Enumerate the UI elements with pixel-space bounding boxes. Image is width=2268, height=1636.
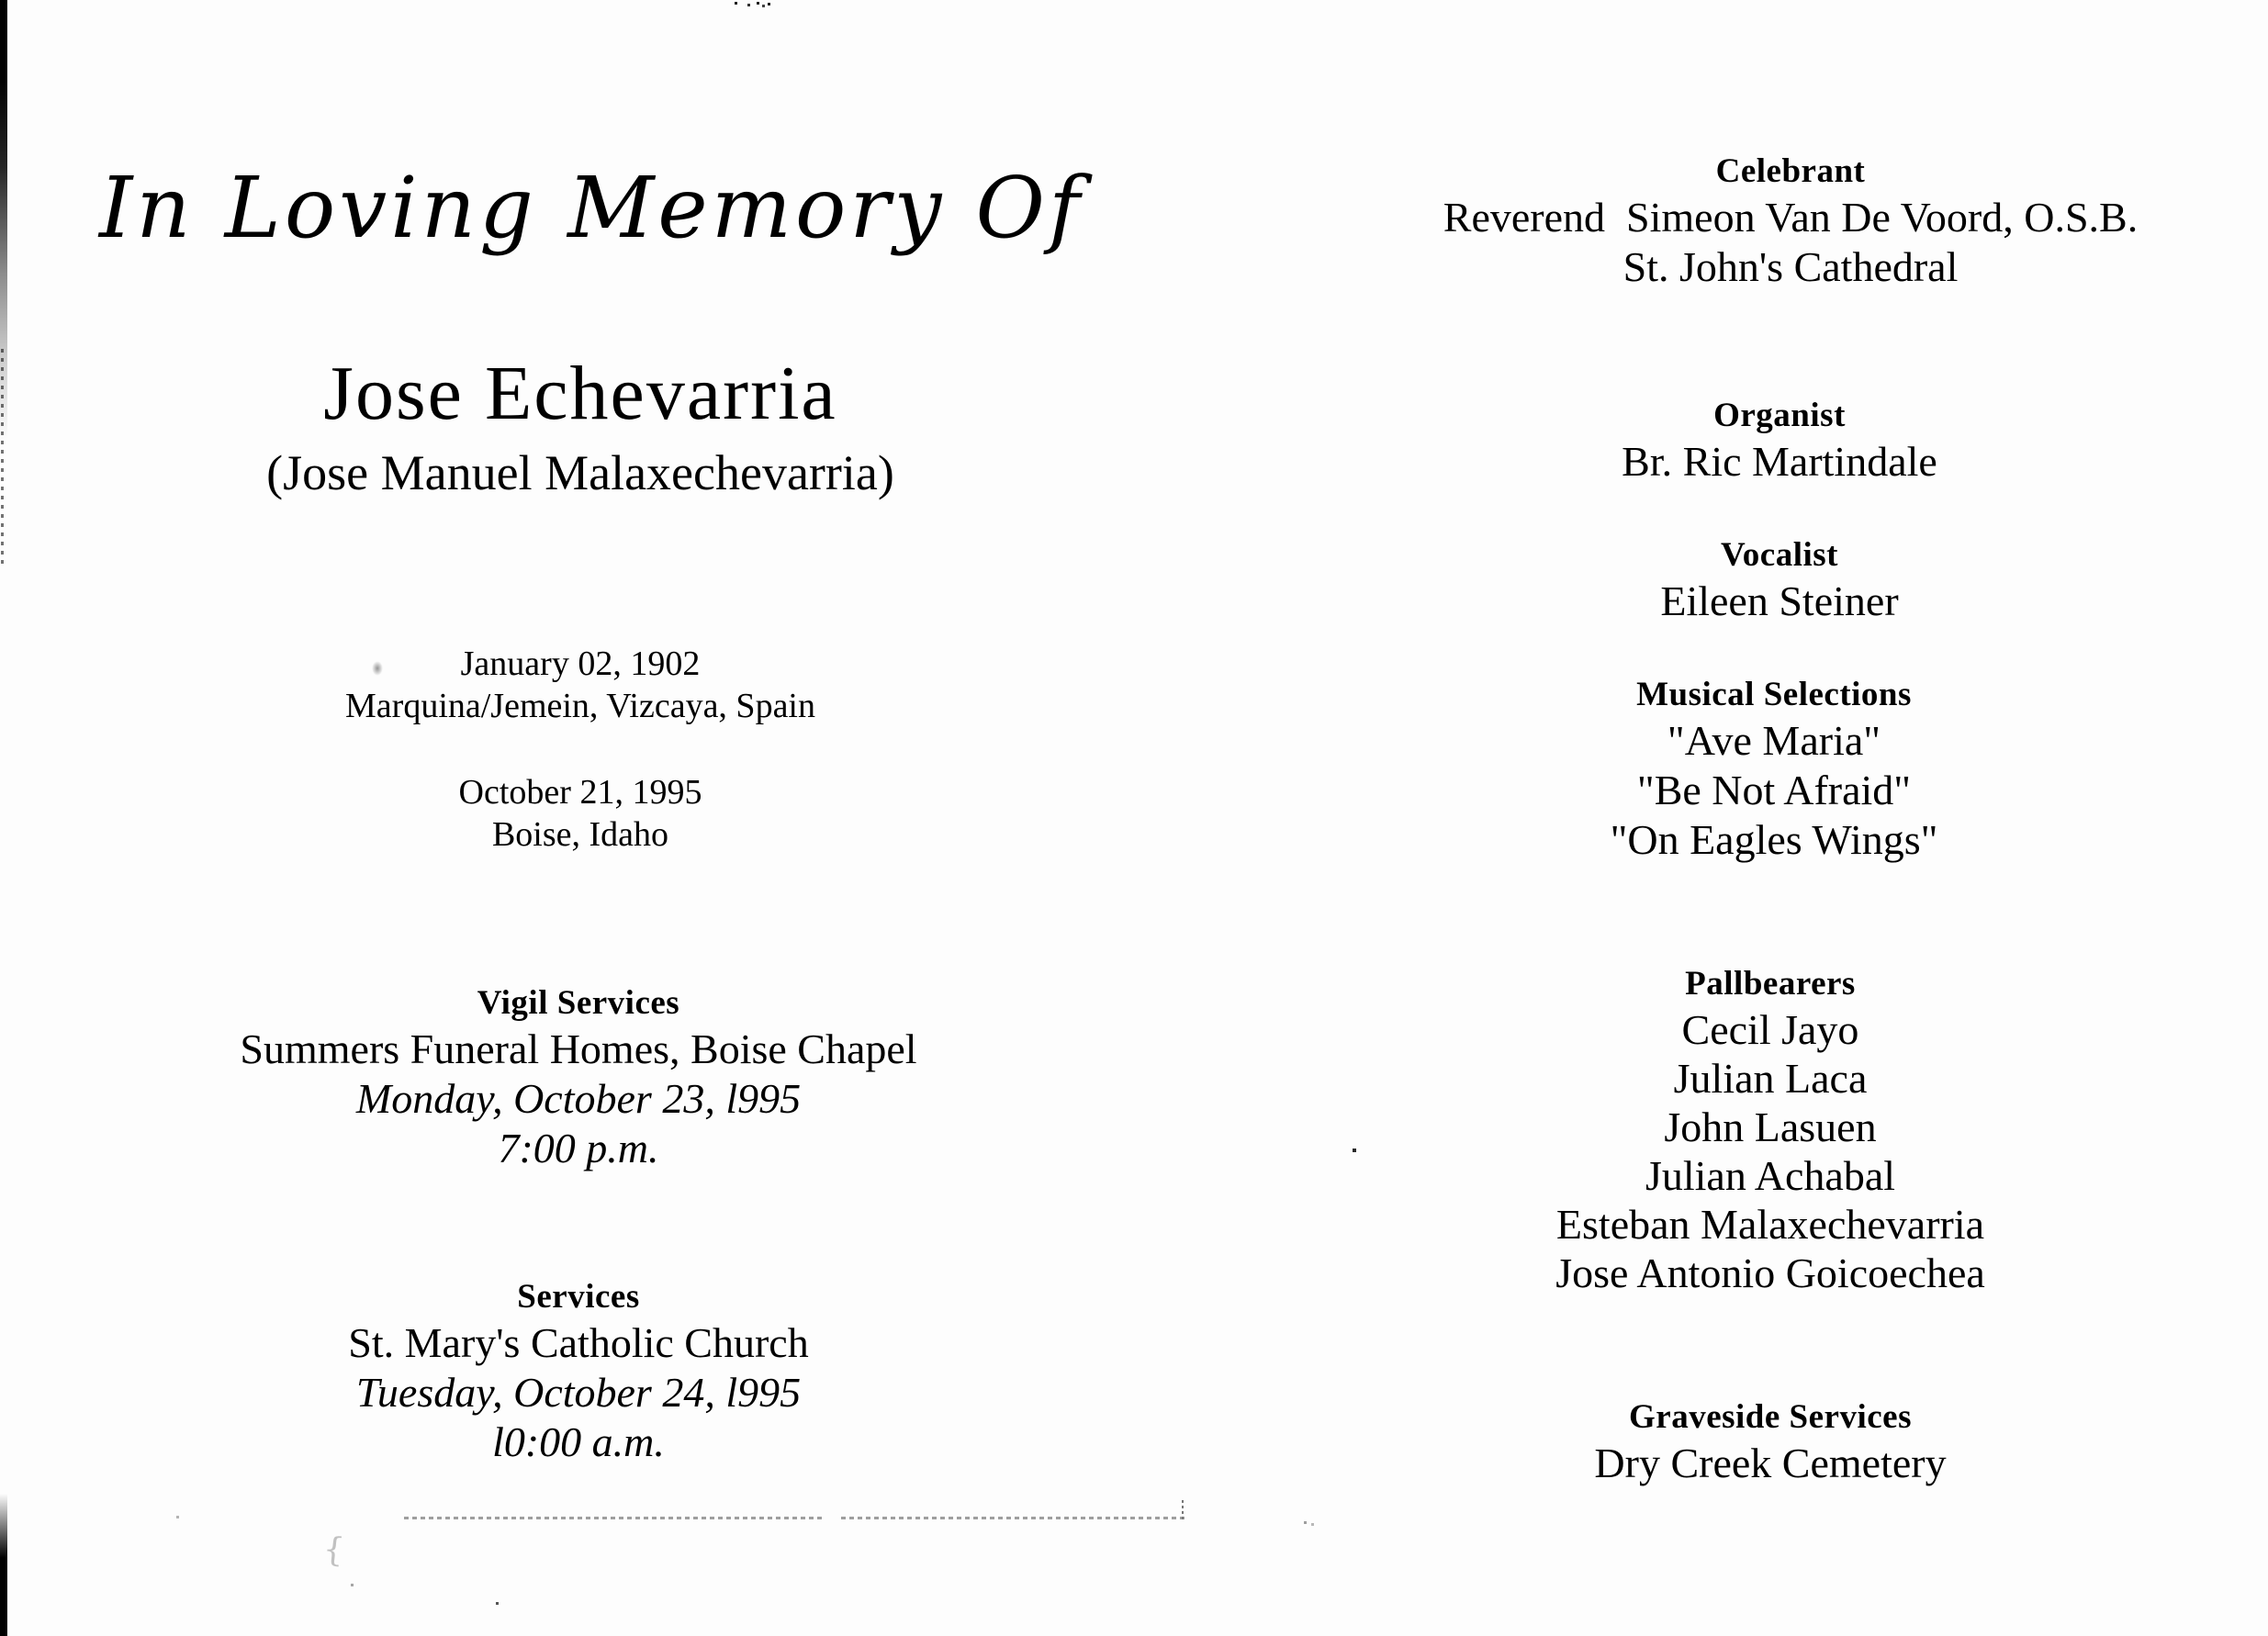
scan-artifact-bottom-specks [496,1602,499,1605]
graveside-location: Dry Creek Cemetery [1594,1440,1947,1486]
scan-artifact-brace-mark: { [320,1530,346,1571]
death-date: October 21, 1995 [458,773,702,812]
musical-selections-heading: Musical Selections [1636,676,1912,713]
vigil-location: Summers Funeral Homes, Boise Chapel [240,1025,917,1072]
pallbearers-block [1555,963,1985,1297]
celebrant-name: Reverend Simeon Van De Voord, O.S.B. [1443,194,2139,241]
memorial-phrase: In Loving Memory Of [98,159,1084,257]
vigil-time: 7:00 p.m. [498,1125,659,1171]
pallbearer-name: Cecil Jayo [1681,1006,1859,1053]
birth-place: Marquina/Jemein, Vizcaya, Spain [345,687,815,725]
organist-heading: Organist [1713,397,1846,434]
scan-artifact-dotted-rule-right [841,1517,1185,1519]
vigil-date: Monday, October 23, l995 [355,1075,802,1122]
vocalist-block [1660,534,1898,626]
celebrant-block [1443,151,2138,292]
services-time: l0:00 a.m. [492,1418,665,1465]
pallbearer-name: Esteban Malaxechevarria [1555,1201,1985,1248]
services-block [348,1276,808,1467]
deceased-name-block [266,345,894,503]
pallbearers-heading: Pallbearers [1685,965,1856,1003]
pallbearer-name: John Lasuen [1664,1104,1877,1150]
song-title: "On Eagles Wings" [1610,816,1938,863]
graveside-block [1594,1396,1946,1488]
scan-artifact-left-edge-dots [1,349,4,569]
vigil-services-block [240,982,916,1173]
celebrant-heading: Celebrant [1715,152,1866,190]
graveside-heading: Graveside Services [1629,1398,1912,1436]
vocalist-name: Eileen Steiner [1660,577,1899,624]
deceased-full-name: (Jose Manuel Malaxechevarria) [266,445,894,500]
birth-date: January 02, 1902 [460,644,701,683]
song-title: "Ave Maria" [1667,717,1881,764]
death-block [459,771,702,856]
organist-block [1622,395,1937,487]
pallbearer-name: Julian Laca [1673,1055,1868,1102]
vigil-heading: Vigil Services [477,984,680,1022]
scan-artifact-dotted-tick [1182,1500,1184,1520]
organist-name: Br. Ric Martindale [1622,438,1937,485]
scan-artifact-left-edge-bottom [0,1494,7,1636]
scan-artifact-speck [1353,1149,1356,1152]
celebrant-church: St. John's Cathedral [1622,243,1959,290]
scan-artifact-left-edge-top [0,0,7,441]
song-title: "Be Not Afraid" [1636,767,1912,813]
pallbearer-name: Jose Antonio Goicoechea [1555,1249,1985,1296]
services-heading: Services [517,1278,640,1316]
scan-artifact-dotted-rule-left [404,1517,822,1519]
services-location: St. Mary's Catholic Church [348,1319,809,1366]
vocalist-heading: Vocalist [1720,536,1839,574]
birth-block [345,643,815,727]
deceased-name: Jose Echevarria [323,351,837,436]
death-place: Boise, Idaho [491,815,669,854]
services-date: Tuesday, October 24, l995 [355,1369,802,1416]
scan-artifact-top-specks [735,2,737,5]
musical-selections-block [1611,674,1938,865]
pallbearer-name: Julian Achabal [1645,1152,1896,1199]
